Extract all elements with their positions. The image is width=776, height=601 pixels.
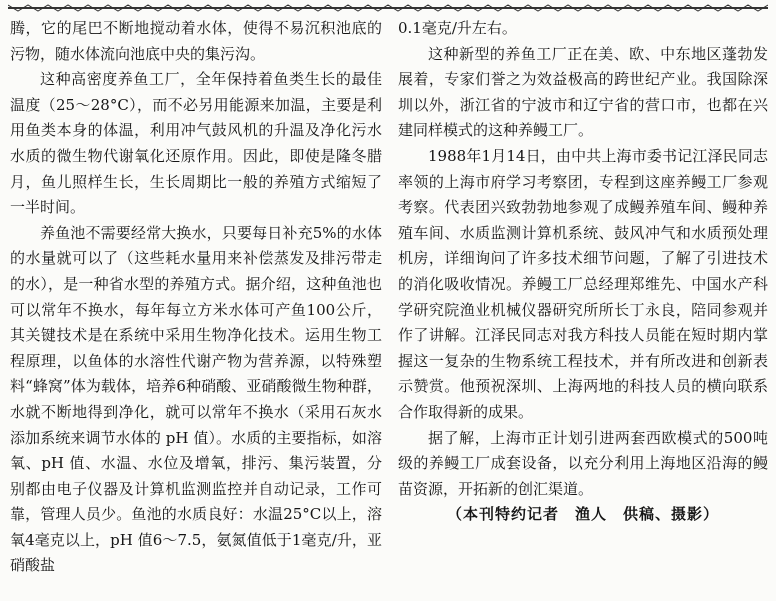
- paragraph: 养鱼池不需要经常大换水，只要每日补充5%的水体的水量就可以了（这些耗水量用来补偿蒸发及排污带走的水），是一种省水型的养殖方式。据介绍，这种鱼池也可以常年不换水，每年每立方米水体可产鱼100公斤，其关键技术是在系统中采用生物净化技术。运用生物工程原理，以鱼体的水溶性代谢产物为营养源，以特殊塑料“蜂窝”体为载体，培养6种硝酸、亚硝酸微生物种群，水就不断地得到净化，就可以常年不换水（采用石灰水添加系统来调节水体的 pH 值）。水质的主要指标，如溶氧、pH 值、水温、水位及增氧，排污、集污装置，分别都由电子仪器及计算机监测监控并自动记录，工作可靠，管理人员少。鱼池的水质良好：水温25°C以上，溶氧4毫克以上，pH 值6～7.5，氨氮值低于1毫克/升，亚硝酸盐: [10, 223, 382, 575]
- paragraph-continuation: 腾，它的尾巴不断地搅动着水体，使得不易沉积池底的污物，随水体流向池底中央的集污沟。: [10, 19, 382, 63]
- decorative-top-border: [8, 3, 768, 13]
- left-text-column: [10, 16, 382, 579]
- paragraph: 这种新型的养鱼工厂正在美、欧、中东地区蓬勃发展着，专家们誉之为效益极高的跨世纪产业。我国除深圳以外，浙江省的宁波市和辽宁省的营口市，也都在兴建同样模式的这种养鳗工厂。: [398, 44, 768, 140]
- paragraph: 据了解，上海市正计划引进两套西欧模式的500吨级的养鳗工厂成套设备，以充分利用上海地区沿海的鳗苗资源，开拓新的创汇渠道。: [398, 428, 768, 498]
- paragraph: 这种高密度养鱼工厂，全年保持着鱼类生长的最佳温度（25～28°C），而不必另用能源来加温，主要是利用鱼类本身的体温，利用冲气鼓风机的升温及净化污水水质的微生物代谢氧化还原作用。因此，即使是隆冬腊月，鱼儿照样生长，生长周期比一般的养殖方式缩短了一半时间。: [10, 70, 382, 217]
- article-byline: （本刊特约记者 渔人 供稿、摄影）: [446, 505, 719, 524]
- paragraph: 1988年1月14日，由中共上海市委书记江泽民同志率领的上海市府学习考察团，专程到这座养鳗工厂参观考察。代表团兴致勃勃地参观了成鳗养殖车间、鳗种养殖车间、水质监测计算机系统、鼓风冲气和水质预处理机房，详细询问了许多技术细节问题，了解了引进技术的消化吸收情况。养鳗工厂总经理郑维先、中国水产科学研究院渔业机械仪器研究所所长丁永良，陪同参观并作了讲解。江泽民同志对我方科技人员能在短时期内掌握这一复杂的生物系统工程技术，并有所改进和创新表示赞赏。他预祝深圳、上海两地的科技人员的横向联系合作取得新的成果。: [398, 146, 768, 421]
- right-text-column: [398, 16, 768, 528]
- paragraph-continuation: 0.1毫克/升左右。: [398, 19, 517, 37]
